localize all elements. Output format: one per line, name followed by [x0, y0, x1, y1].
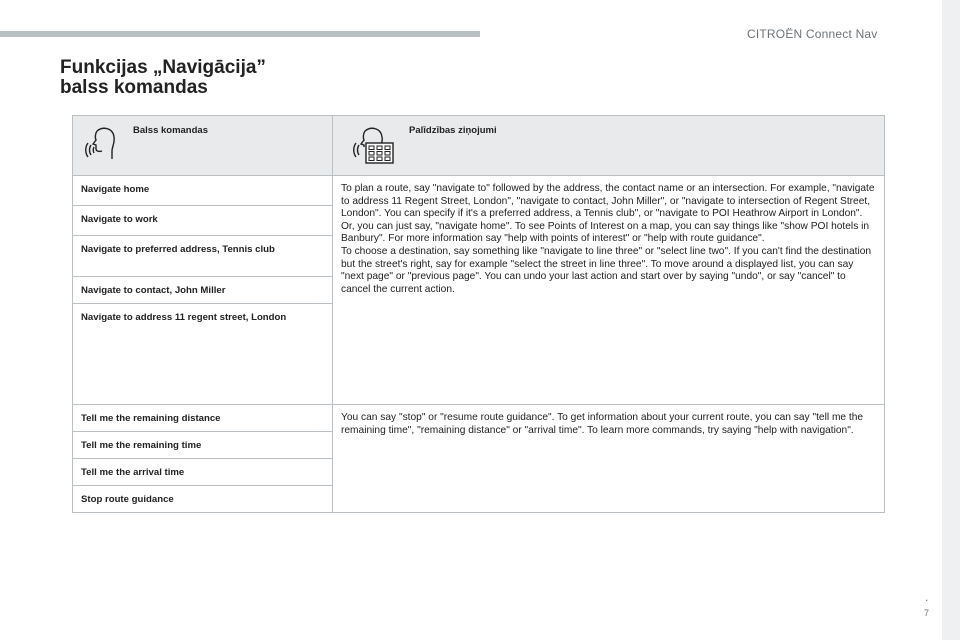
- page-title-line1: Funkcijas „Navigācija”: [60, 57, 266, 78]
- col1-header-label: Balss komandas: [133, 125, 208, 136]
- help-route-info: You can say "stop" or "resume route guidance". To get information about your current route, you can say "tell me the remaining time", "remaining distance" or "arrival time". To learn more commands, try saying "help with navigation".: [333, 405, 884, 512]
- voice-commands-table: [72, 115, 885, 513]
- command-remaining-distance: Tell me the remaining distance: [73, 405, 333, 432]
- command-navigate-address: Navigate to address 11 regent street, London: [73, 304, 333, 405]
- help-plan-route-text: To plan a route, say "navigate to" followed by the address, the contact name or an intersection. For example, "navigate to address 11 Regent Street, London", "navigate to contact, John Miller", or "navigate to intersection of Regent Street, London". You can specify if it's a preferred address, a Tennis club", or "navigate to POI Heathrow Airport in London". Or, you can just say, "navigate home". To see Points of Interest on a map, you can say things like "show POI hotels in Banbury". For more information say "help with points of interest" or "help with route guidance".: [341, 183, 875, 245]
- command-arrival-time: Tell me the arrival time: [73, 459, 333, 486]
- speaking-head-icon: [83, 125, 117, 163]
- page-number: 7: [924, 608, 930, 618]
- help-navigation-destinations: [333, 176, 884, 405]
- help-choose-destination-text: To choose a destination, say something like "navigate to line three" or "select line two". If you can't find the destination but the street's right, say for example "select the street in line three". To move around a displayed list, you can say "next page" or "previous page". You can undo your last action and start over by saying "undo", or say "cancel" to cancel the current action.: [341, 245, 872, 295]
- top-accent-bar: [0, 31, 480, 37]
- speaking-head-keypad-icon: [351, 125, 395, 165]
- command-navigate-home: Navigate home: [73, 176, 333, 206]
- command-navigate-work: Navigate to work: [73, 206, 333, 236]
- command-remaining-time: Tell me the remaining time: [73, 432, 333, 459]
- header-voice-commands: [73, 116, 333, 176]
- header-help-messages: [333, 116, 884, 176]
- command-navigate-preferred: Navigate to preferred address, Tennis club: [73, 236, 333, 277]
- command-stop-guidance: Stop route guidance: [73, 486, 333, 512]
- page-title: [60, 58, 266, 98]
- command-navigate-contact: Navigate to contact, John Miller: [73, 277, 333, 304]
- page-dot: .: [925, 590, 929, 604]
- brand-header: CITROËN Connect Nav: [747, 27, 878, 41]
- side-strip: [942, 0, 960, 640]
- col2-header-label: Palīdzības ziņojumi: [409, 125, 497, 136]
- page-title-line2: balss komandas: [60, 77, 208, 98]
